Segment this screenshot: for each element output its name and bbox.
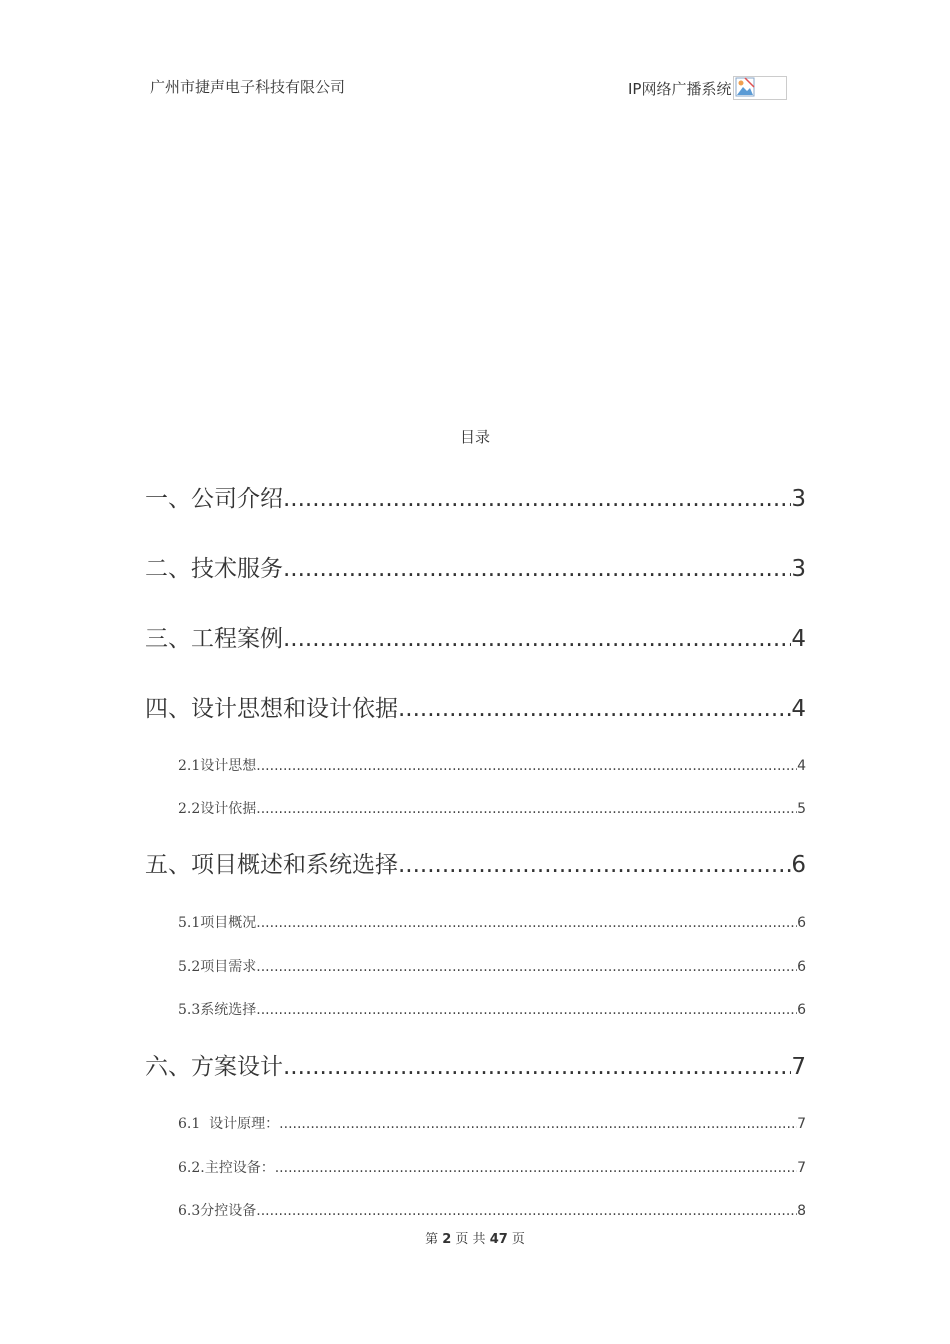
toc-subentry[interactable] xyxy=(178,755,806,775)
toc-subentry-page: 7 xyxy=(797,1160,806,1176)
toc-subentry-label: 6.2.主控设备： xyxy=(178,1160,275,1176)
footer-total-pages: 47 xyxy=(489,1232,508,1247)
footer-current-page: 2 xyxy=(442,1232,452,1247)
toc-leader-dots xyxy=(283,626,791,652)
toc-entry-number: 三、 xyxy=(145,626,191,652)
page-footer xyxy=(0,1228,950,1247)
toc-subentry-label: 2.2设计依据 xyxy=(178,801,257,817)
toc-leader-dots xyxy=(256,1002,797,1018)
toc-entry-label: 方案设计 xyxy=(191,1054,283,1080)
toc-subentry-page: 7 xyxy=(797,1116,806,1132)
toc-subentry[interactable] xyxy=(178,912,806,932)
toc-leader-dots xyxy=(256,915,797,931)
toc-subentry-page: 4 xyxy=(797,758,806,774)
toc-leader-dots xyxy=(256,1203,797,1219)
broken-image-icon xyxy=(733,76,787,100)
toc-subentry-label: 6.3分控设备 xyxy=(178,1203,257,1219)
toc-subentry-page: 5 xyxy=(797,801,806,817)
toc-subentry-page: 6 xyxy=(797,959,806,975)
header-company: 广州市捷声电子科技有限公司 xyxy=(150,78,346,96)
toc-leader-dots xyxy=(283,556,791,582)
toc-entry-number: 四、 xyxy=(145,696,191,722)
toc-entry[interactable] xyxy=(145,620,806,653)
toc-entry-label: 技术服务 xyxy=(191,556,283,582)
header-doc-title-group xyxy=(628,76,787,100)
toc-entry-page: 7 xyxy=(791,1054,806,1080)
toc-subentry-label: 5.2项目需求 xyxy=(178,959,257,975)
toc-entry[interactable] xyxy=(145,846,806,879)
toc-leader-dots xyxy=(283,1054,791,1080)
toc-subentry-label: 5.1项目概况 xyxy=(178,915,257,931)
toc-entry-page: 4 xyxy=(791,626,806,652)
footer-suffix: 页 xyxy=(511,1232,525,1247)
toc-entry-label: 项目概述和系统选择 xyxy=(191,852,398,878)
toc-title: 目录 xyxy=(459,428,490,446)
toc-leader-dots xyxy=(256,959,797,975)
toc-entry-number: 一、 xyxy=(145,486,191,512)
toc-entry-page: 3 xyxy=(791,486,806,512)
toc-subentry[interactable] xyxy=(178,956,806,976)
toc-leader-dots xyxy=(256,758,797,774)
toc-subentry[interactable] xyxy=(178,1157,806,1177)
toc-entry-label: 设计思想和设计依据 xyxy=(191,696,398,722)
toc-entry-number: 五、 xyxy=(145,852,191,878)
toc-subentry-page: 6 xyxy=(797,915,806,931)
toc-entry-page: 4 xyxy=(791,696,806,722)
toc-entry[interactable] xyxy=(145,1048,806,1081)
toc-entry[interactable] xyxy=(145,550,806,583)
toc-subentry[interactable] xyxy=(178,999,806,1019)
toc-leader-dots xyxy=(283,486,791,512)
toc-entry-number: 六、 xyxy=(145,1054,191,1080)
toc-subentry-page: 6 xyxy=(797,1002,806,1018)
toc-entry-page: 6 xyxy=(791,852,806,878)
toc-entry-label: 工程案例 xyxy=(191,626,283,652)
header-doc-title: IP网络广播系统 xyxy=(628,79,732,98)
toc-entry-page: 3 xyxy=(791,556,806,582)
toc-subentry[interactable] xyxy=(178,1200,806,1220)
toc-subentry[interactable] xyxy=(178,798,806,818)
toc-subentry[interactable] xyxy=(178,1113,806,1133)
toc-leader-dots xyxy=(275,1160,797,1176)
toc-subentry-label: 2.1设计思想 xyxy=(178,758,257,774)
toc-leader-dots xyxy=(398,852,791,878)
toc-entry-number: 二、 xyxy=(145,556,191,582)
toc-leader-dots xyxy=(256,801,797,817)
toc-subentry-label: 6.1 设计原理： xyxy=(178,1116,280,1132)
toc-subentry-page: 8 xyxy=(797,1203,806,1219)
footer-middle: 页 共 xyxy=(455,1232,486,1247)
toc-entry-label: 公司介绍 xyxy=(191,486,283,512)
toc-leader-dots xyxy=(398,696,791,722)
toc-leader-dots xyxy=(279,1116,797,1132)
footer-prefix: 第 xyxy=(425,1232,439,1247)
toc-entry[interactable] xyxy=(145,690,806,723)
toc-entry[interactable] xyxy=(145,480,806,513)
toc-subentry-label: 5.3系统选择 xyxy=(178,1002,257,1018)
